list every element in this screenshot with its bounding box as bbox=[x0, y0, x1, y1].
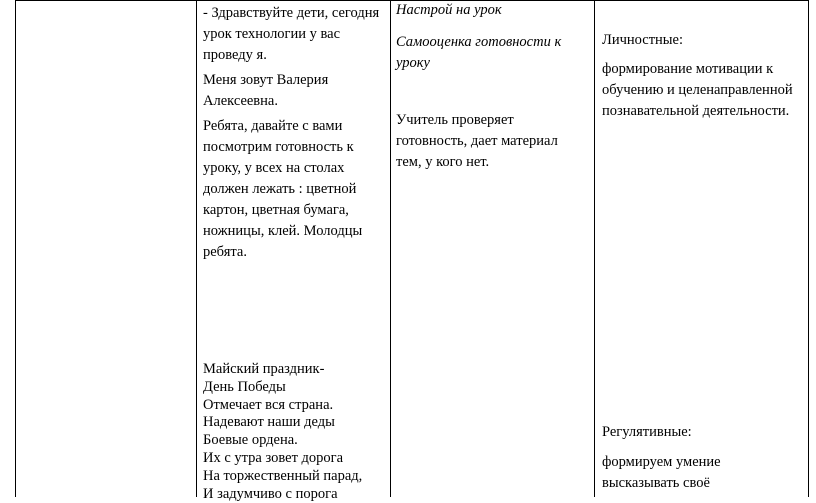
poem-line: Отмечает вся страна. bbox=[203, 396, 334, 413]
poem-line: Боевые ордена. bbox=[203, 432, 298, 449]
poem-line: День Победы bbox=[203, 378, 286, 395]
lesson-mood-text: Настрой на урок bbox=[396, 2, 502, 18]
column-border bbox=[808, 0, 809, 497]
regulative-text: формируем умение высказывать своё bbox=[602, 454, 721, 491]
poem-line: На торжественный парад, bbox=[203, 467, 363, 484]
column-border bbox=[594, 0, 595, 497]
poem-line: Майский праздник- bbox=[203, 361, 325, 377]
poem bbox=[203, 361, 362, 503]
poem-line: И задумчиво с порога bbox=[203, 485, 338, 502]
personal-text: формирование мотивации к обучению и целенаправленной познавательной деятельности. bbox=[602, 61, 793, 119]
teacher-name-text: Меня зовут Валерия Алексеевна. bbox=[203, 72, 329, 109]
greeting-text: - Здравствуйте дети, сегодня урок технологии у вас проведу я. bbox=[203, 5, 380, 63]
poem-line: Надевают наши деды bbox=[203, 414, 335, 431]
column-border bbox=[390, 0, 391, 497]
poem-line: Их с утра зовет дорога bbox=[203, 449, 344, 466]
regulative-heading: Регулятивные: bbox=[602, 424, 692, 440]
column-border bbox=[196, 0, 197, 497]
readiness-text: Ребята, давайте с вами посмотрим готовность к уроку, у всех на столах должен лежать : цветной картон, цветная бумага, ножницы, клей. Молодцы ребята. bbox=[203, 118, 363, 260]
teacher-check-text: Учитель проверяет готовность, дает материал тем, у кого нет. bbox=[396, 112, 558, 170]
personal-heading: Личностные: bbox=[602, 32, 683, 48]
column-border bbox=[15, 0, 16, 497]
self-assessment-text: Самооценка готовности к уроку bbox=[396, 34, 562, 71]
